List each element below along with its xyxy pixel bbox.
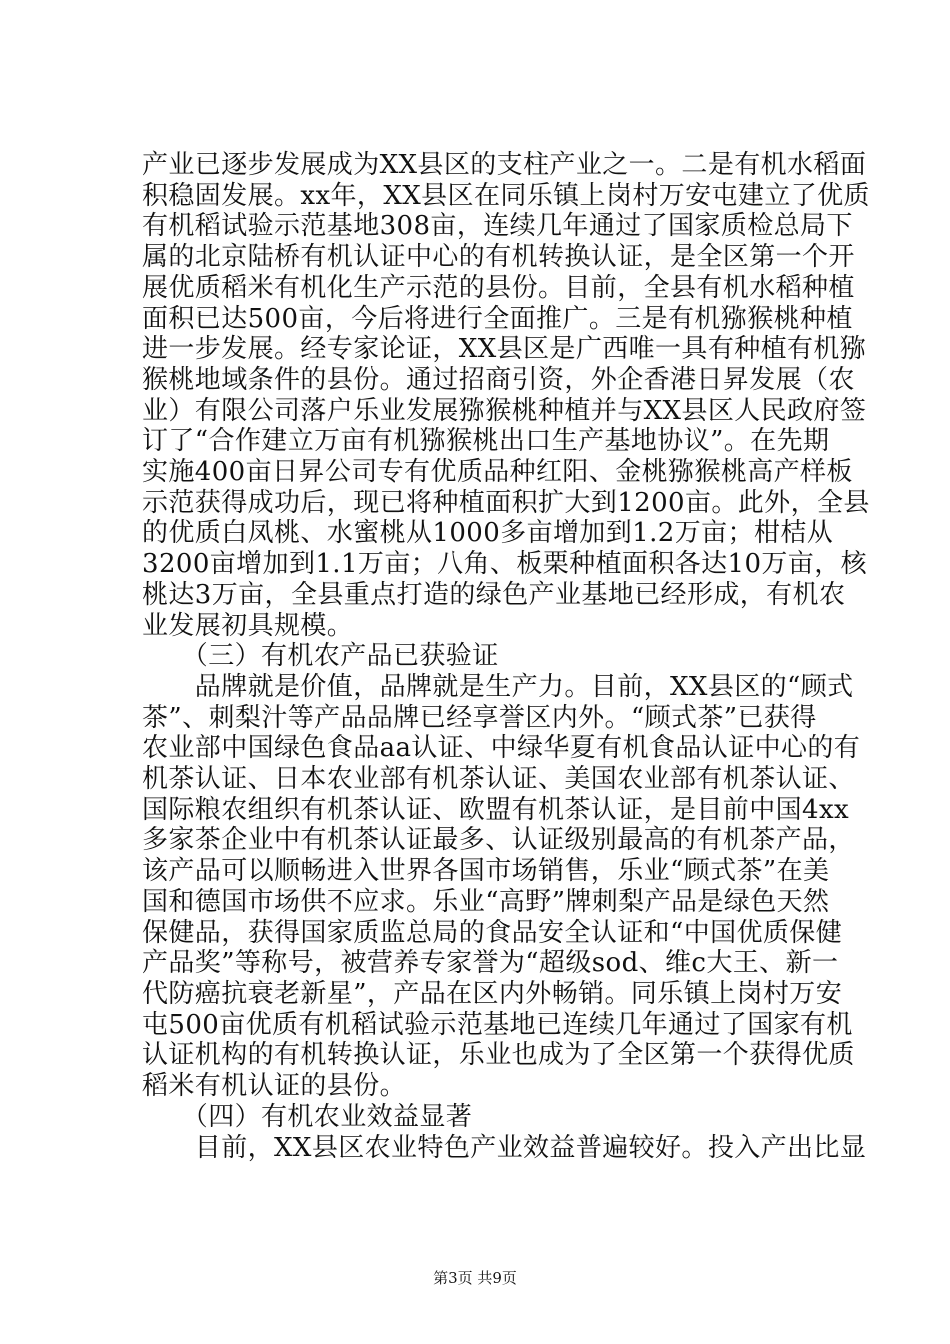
text-line: 桃达3万亩，全县重点打造的绿色产业基地已经形成，有机农	[142, 579, 846, 610]
text-line: 产品奖”等称号，被营养专家誉为“超级sod、维c大王、新一	[142, 948, 839, 979]
text-line: 积稳固发展。xx年，XX县区在同乐镇上岗村万安屯建立了优质	[142, 180, 870, 211]
document-body	[142, 150, 870, 1163]
text-line: 稻米有机认证的县份。	[142, 1071, 407, 1102]
text-line: 订了“合作建立万亩有机猕猴桃出口生产基地协议”。在先期	[142, 426, 830, 457]
text-line: 农业部中国绿色食品aa认证、中绿华夏有机食品认证中心的有	[142, 733, 861, 764]
text-line: 业）有限公司落户乐业发展猕猴桃种植并与XX县区人民政府签	[142, 395, 867, 426]
text-line: 3200亩增加到1.1万亩；八角、板栗种植面积各达10万亩，核	[142, 549, 868, 580]
text-line: 屯500亩优质有机稻试验示范基地已连续几年通过了国家有机	[142, 1009, 853, 1040]
text-line: 认证机构的有机转换认证，乐业也成为了全区第一个获得优质	[142, 1040, 855, 1071]
text-line: 的优质白凤桃、水蜜桃从1000多亩增加到1.2万亩；柑桔从	[142, 518, 834, 549]
text-line: 国际粮农组织有机茶认证、欧盟有机茶认证，是目前中国4xx	[142, 794, 850, 825]
text-line: 进一步发展。经专家论证，XX县区是广西唯一具有种植有机猕	[142, 334, 867, 365]
text-line: 示范获得成功后，现已将种植面积扩大到1200亩。此外，全县	[142, 487, 870, 518]
section-heading: （三）有机农产品已获验证	[142, 641, 499, 672]
text-line: 猴桃地域条件的县份。通过招商引资，外企香港日昇发展（农	[142, 364, 855, 395]
text-line: 保健品，获得国家质监总局的食品安全认证和“中国优质保健	[142, 917, 843, 948]
page-footer: 第3页 共9页	[433, 1269, 517, 1287]
text-line: 实施400亩日昇公司专有优质品种红阳、金桃猕猴桃高产样板	[142, 457, 853, 488]
text-line: 属的北京陆桥有机认证中心的有机转换认证，是全区第一个开	[142, 242, 855, 273]
text-line: 茶”、刺梨汁等产品品牌已经享誉区内外。“顾式茶”已获得	[142, 702, 817, 733]
section-heading: （四）有机农业效益显著	[142, 1101, 473, 1132]
text-line: 多家茶企业中有机茶认证最多、认证级别最高的有机茶产品，	[142, 825, 855, 856]
text-line: 品牌就是价值，品牌就是生产力。目前，XX县区的“顾式	[142, 671, 854, 702]
text-line: 代防癌抗衰老新星”，产品在区内外畅销。同乐镇上岗村万安	[142, 978, 843, 1009]
text-line: 展优质稻米有机化生产示范的县份。目前，全县有机水稻种植	[142, 272, 855, 303]
text-line: 目前，XX县区农业特色产业效益普遍较好。投入产出比显	[142, 1132, 867, 1163]
text-line: 产业已逐步发展成为XX县区的支柱产业之一。二是有机水稻面	[142, 150, 867, 180]
text-line: 面积已达500亩，今后将进行全面推广。三是有机猕猴桃种植	[142, 303, 853, 334]
text-line: 机茶认证、日本农业部有机茶认证、美国农业部有机茶认证、	[142, 764, 855, 795]
text-line: 该产品可以顺畅进入世界各国市场销售，乐业“顾式茶”在美	[142, 856, 830, 887]
text-line: 有机稻试验示范基地308亩，连续几年通过了国家质检总局下	[142, 211, 853, 242]
text-line: 业发展初具规模。	[142, 610, 354, 641]
text-line: 国和德国市场供不应求。乐业“高野”牌刺梨产品是绿色天然	[142, 886, 830, 917]
